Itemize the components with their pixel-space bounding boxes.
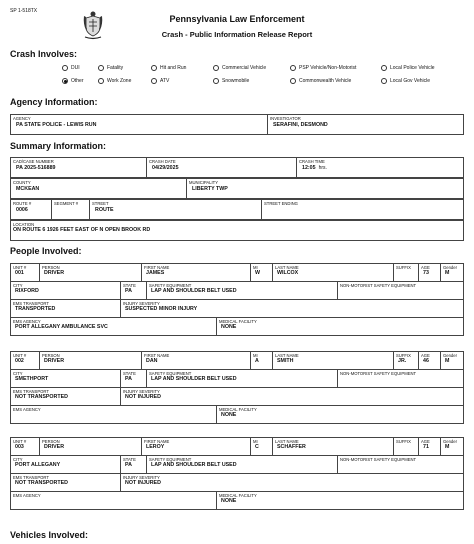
person-2-suffix-field[interactable]	[393, 351, 419, 370]
person-1-last-field[interactable]	[272, 263, 394, 282]
first-value: DAN	[146, 358, 158, 364]
gender-label: Gender	[443, 265, 457, 270]
injury-label: INJURY SEVERITY	[123, 475, 160, 480]
crash-option-label: Local Gov Vehicle	[390, 78, 431, 84]
agency-label: AGENCY	[13, 116, 31, 121]
segment-label: SEGMENT #	[54, 201, 79, 206]
mi-value: A	[255, 358, 259, 364]
people-heading: People Involved:	[10, 246, 82, 256]
radio-button[interactable]	[62, 78, 68, 84]
nonmotorist-label: NON-MOTORIST SAFETY EQUIPMENT	[340, 371, 417, 376]
person-1-state-field[interactable]	[120, 281, 147, 300]
radio-button[interactable]	[62, 65, 68, 71]
municipality-value: LIBERTY TWP	[192, 186, 228, 192]
safety-value: LAP AND SHOULDER BELT USED	[151, 462, 237, 468]
first-label: FIRST NAME	[144, 353, 170, 358]
agency-value: PA STATE POLICE - LEWIS RUN	[16, 122, 97, 128]
agency-field[interactable]	[10, 114, 268, 135]
person-2-first-field[interactable]	[141, 351, 251, 370]
gender-value: M	[445, 270, 450, 276]
person-value: DRIVER	[44, 358, 65, 364]
county-value: MCKEAN	[16, 186, 40, 192]
suffix-label: SUFFIX	[396, 353, 411, 358]
person-1-age-field[interactable]	[418, 263, 441, 282]
person-2-age-field[interactable]	[418, 351, 441, 370]
municipality-label: MUNICIPALITY	[189, 180, 219, 185]
city-label: CITY	[13, 283, 23, 288]
agency-heading: Agency Information:	[10, 97, 98, 107]
investigator-value: SERAFINI, DESMOND	[273, 122, 328, 128]
gender-label: Gender	[443, 353, 457, 358]
crash-option-snowmobile[interactable]	[213, 78, 249, 84]
person-2-city-field[interactable]	[10, 369, 121, 388]
person-2-person-field[interactable]	[39, 351, 142, 370]
radio-button[interactable]	[381, 78, 387, 84]
person-value: DRIVER	[44, 270, 65, 276]
radio-button[interactable]	[98, 65, 104, 71]
safety-value: LAP AND SHOULDER BELT USED	[151, 288, 237, 294]
medical-label: MEDICAL FACILITY	[219, 493, 257, 498]
location-label: LOCATION	[13, 222, 35, 227]
person-1-mi-field[interactable]	[250, 263, 273, 282]
person-3-state-field[interactable]	[120, 455, 147, 474]
person-1-nonmotorist-field[interactable]	[337, 281, 464, 300]
unit-label: UNIT #	[13, 353, 27, 358]
ems-agency-label: EMS AGENCY	[13, 319, 41, 324]
route-label: ROUTE #	[13, 201, 32, 206]
mi-value: C	[255, 444, 259, 450]
radio-button[interactable]	[98, 78, 104, 84]
radio-button[interactable]	[213, 65, 219, 71]
person-label: PERSON	[42, 353, 60, 358]
case-number-field[interactable]	[10, 157, 147, 178]
person-3-gender-field[interactable]	[440, 437, 464, 456]
radio-button[interactable]	[290, 78, 296, 84]
person-1-city-field[interactable]	[10, 281, 121, 300]
crash-date-value: 04/29/2025	[152, 165, 179, 171]
crash-option-label: Hit and Run	[160, 65, 187, 71]
safety-label: SAFETY EQUIPMENT	[149, 283, 192, 288]
medical-label: MEDICAL FACILITY	[219, 319, 257, 324]
person-3-last-field[interactable]	[272, 437, 394, 456]
person-3-injury-field[interactable]	[120, 473, 464, 492]
person-1-safety-field[interactable]	[146, 281, 338, 300]
city-value: PORT ALLEGANY	[15, 462, 61, 468]
crash-option-dui[interactable]	[62, 65, 80, 71]
last-value: SCHAFFER	[277, 444, 306, 450]
mi-value: W	[255, 270, 260, 276]
ems-agency-label: EMS AGENCY	[13, 407, 41, 412]
person-3-ems-agency-field[interactable]	[10, 491, 217, 510]
municipality-field[interactable]	[186, 178, 464, 199]
ems-agency-label: EMS AGENCY	[13, 493, 41, 498]
safety-value: LAP AND SHOULDER BELT USED	[151, 376, 237, 382]
medical-label: MEDICAL FACILITY	[219, 407, 257, 412]
person-3-ems-transport-field[interactable]	[10, 473, 121, 492]
crash-option-label: DUI	[71, 65, 80, 71]
crash-option-label: Commonwealth Vehicle	[299, 78, 352, 84]
state-label: STATE	[123, 283, 136, 288]
ems-transport-label: EMS TRANSPORT	[13, 301, 49, 306]
person-3-unit-field[interactable]	[10, 437, 40, 456]
summary-heading: Summary Information:	[10, 141, 107, 151]
crash-date-field[interactable]	[146, 157, 297, 178]
state-value: PA	[125, 462, 132, 468]
route-value: 0006	[16, 207, 28, 213]
person-2-mi-field[interactable]	[250, 351, 273, 370]
ems-transport-value: NOT TRANSPORTED	[15, 394, 68, 400]
crash-option-atv[interactable]	[151, 78, 169, 84]
gender-value: M	[445, 358, 450, 364]
nonmotorist-label: NON-MOTORIST SAFETY EQUIPMENT	[340, 457, 417, 462]
unit-value: 003	[15, 444, 24, 450]
crash-option-work-zone[interactable]	[98, 78, 131, 84]
last-label: LAST NAME	[275, 353, 299, 358]
gender-label: Gender	[443, 439, 457, 444]
case-number-label: CAD/CASE NUMBER	[13, 159, 54, 164]
age-label: AGE	[421, 439, 430, 444]
person-1-medical-field[interactable]	[216, 317, 464, 336]
age-value: 46	[423, 358, 429, 364]
injury-value: SUSPECTED MINOR INJURY	[125, 306, 198, 312]
unit-label: UNIT #	[13, 439, 27, 444]
state-label: STATE	[123, 457, 136, 462]
city-label: CITY	[13, 457, 23, 462]
crash-option-local-gov-vehicle[interactable]	[381, 78, 430, 84]
crash-option-label: Snowmobile	[222, 78, 250, 84]
age-value: 73	[423, 270, 429, 276]
mi-label: MI	[253, 439, 258, 444]
person-3-safety-field[interactable]	[146, 455, 338, 474]
mi-label: MI	[253, 265, 258, 270]
location-field[interactable]	[10, 220, 464, 241]
medical-value: NONE	[221, 412, 237, 418]
investigator-field[interactable]	[267, 114, 464, 135]
person-2-medical-field[interactable]	[216, 405, 464, 424]
person-2-gender-field[interactable]	[440, 351, 464, 370]
ems-transport-value: TRANSPORTED	[15, 306, 56, 312]
last-label: LAST NAME	[275, 439, 299, 444]
person-3-mi-field[interactable]	[250, 437, 273, 456]
person-3-medical-field[interactable]	[216, 491, 464, 510]
mi-label: MI	[253, 353, 258, 358]
gender-value: M	[445, 444, 450, 450]
form-id: SP 1-518TX	[10, 8, 38, 14]
crash-time-label: CRASH TIME	[299, 159, 325, 164]
crash-option-hit-and-run[interactable]	[151, 65, 186, 71]
city-value: SMETHPORT	[15, 376, 49, 382]
person-1-unit-field[interactable]	[10, 263, 40, 282]
medical-value: NONE	[221, 498, 237, 504]
person-3-person-field[interactable]	[39, 437, 142, 456]
person-2-ems-transport-field[interactable]	[10, 387, 121, 406]
radio-button[interactable]	[381, 65, 387, 71]
crash-option-label: Commercial Vehicle	[222, 65, 267, 71]
person-2-nonmotorist-field[interactable]	[337, 369, 464, 388]
route-field[interactable]	[10, 199, 52, 220]
person-2-last-field[interactable]	[272, 351, 394, 370]
age-value: 71	[423, 444, 429, 450]
person-2-safety-field[interactable]	[146, 369, 338, 388]
person-label: PERSON	[42, 439, 60, 444]
ems-transport-label: EMS TRANSPORT	[13, 389, 49, 394]
county-label: COUNTY	[13, 180, 31, 185]
crash-option-label: Local Police Vehicle	[390, 65, 435, 71]
crash-option-fatality[interactable]	[98, 65, 123, 71]
nonmotorist-label: NON-MOTORIST SAFETY EQUIPMENT	[340, 283, 417, 288]
medical-value: NONE	[221, 324, 237, 330]
first-label: FIRST NAME	[144, 265, 170, 270]
safety-label: SAFETY EQUIPMENT	[149, 457, 192, 462]
radio-button[interactable]	[151, 78, 157, 84]
suffix-value: JR.	[398, 358, 407, 364]
first-value: LEROY	[146, 444, 165, 450]
report-title: Pennsylvania Law Enforcement	[169, 14, 305, 24]
person-3-city-field[interactable]	[10, 455, 121, 474]
unit-value: 002	[15, 358, 24, 364]
radio-button[interactable]	[151, 65, 157, 71]
safety-label: SAFETY EQUIPMENT	[149, 371, 192, 376]
crash-option-psp-vehicle-non-motorist[interactable]	[290, 65, 356, 71]
suffix-label: SUFFIX	[396, 439, 411, 444]
state-value: PA	[125, 376, 132, 382]
injury-value: NOT INJURED	[125, 394, 161, 400]
person-1-person-field[interactable]	[39, 263, 142, 282]
ems-transport-label: EMS TRANSPORT	[13, 475, 49, 480]
person-1-first-field[interactable]	[141, 263, 251, 282]
crash-option-local-police-vehicle[interactable]	[381, 65, 434, 71]
city-value: RIXFORD	[15, 288, 39, 294]
crash-option-label: Fatality	[107, 65, 124, 71]
person-label: PERSON	[42, 265, 60, 270]
crash-option-other[interactable]	[62, 78, 84, 84]
crash-time-value: 12:05	[302, 165, 316, 171]
injury-label: INJURY SEVERITY	[123, 389, 160, 394]
city-label: CITY	[13, 371, 23, 376]
radio-button[interactable]	[213, 78, 219, 84]
person-3-age-field[interactable]	[418, 437, 441, 456]
ems-agency-value: PORT ALLEGANY AMBULANCE SVC	[15, 324, 108, 330]
crash-option-commercial-vehicle[interactable]	[213, 65, 266, 71]
street-value: ROUTE	[95, 207, 114, 213]
person-1-ems-transport-field[interactable]	[10, 299, 121, 318]
person-1-injury-field[interactable]	[120, 299, 464, 318]
last-value: SMITH	[277, 358, 294, 364]
person-1-ems-agency-field[interactable]	[10, 317, 217, 336]
vehicles-heading: Vehicles Involved:	[10, 530, 89, 540]
crash-option-label: Other	[71, 78, 84, 84]
person-2-ems-agency-field[interactable]	[10, 405, 217, 424]
first-value: JAMES	[146, 270, 165, 276]
age-label: AGE	[421, 353, 430, 358]
crash-option-label: ATV	[160, 78, 170, 84]
person-3-suffix-field[interactable]	[393, 437, 419, 456]
last-label: LAST NAME	[275, 265, 299, 270]
person-1-gender-field[interactable]	[440, 263, 464, 282]
state-label: STATE	[123, 371, 136, 376]
person-2-state-field[interactable]	[120, 369, 147, 388]
location-value: ON ROUTE 6 1926 FEET EAST OF N OPEN BROOK RD	[13, 227, 151, 233]
person-2-unit-field[interactable]	[10, 351, 40, 370]
state-value: PA	[125, 288, 132, 294]
injury-label: INJURY SEVERITY	[123, 301, 160, 306]
crash-involves-heading: Crash Involves:	[10, 49, 78, 59]
street-field[interactable]	[89, 199, 262, 220]
first-label: FIRST NAME	[144, 439, 170, 444]
person-1-suffix-field[interactable]	[393, 263, 419, 282]
street-ending-label: STREET ENDING	[264, 201, 298, 206]
crash-time-field[interactable]	[296, 157, 464, 178]
person-2-injury-field[interactable]	[120, 387, 464, 406]
crash-option-label: Work Zone	[107, 78, 132, 84]
person-value: DRIVER	[44, 444, 65, 450]
county-field[interactable]	[10, 178, 187, 199]
report-subtitle: Crash - Public Information Release Report	[161, 30, 313, 39]
crash-option-label: PSP Vehicle/Non-Motorist	[299, 65, 357, 71]
street-label: STREET	[92, 201, 109, 206]
crash-date-label: CRASH DATE	[149, 159, 176, 164]
radio-button[interactable]	[290, 65, 296, 71]
investigator-label: INVESTIGATOR	[270, 116, 301, 121]
crash-time-unit: hrs.	[318, 165, 327, 171]
crash-option-commonwealth-vehicle[interactable]	[290, 78, 351, 84]
person-3-first-field[interactable]	[141, 437, 251, 456]
street-ending-field[interactable]	[261, 199, 464, 220]
segment-field[interactable]	[51, 199, 90, 220]
injury-value: NOT INJURED	[125, 480, 161, 486]
last-value: WILCOX	[277, 270, 299, 276]
person-3-nonmotorist-field[interactable]	[337, 455, 464, 474]
suffix-label: SUFFIX	[396, 265, 411, 270]
ems-transport-value: NOT TRANSPORTED	[15, 480, 68, 486]
case-number-value: PA 2025-516889	[16, 165, 56, 171]
age-label: AGE	[421, 265, 430, 270]
unit-value: 001	[15, 270, 24, 276]
unit-label: UNIT #	[13, 265, 27, 270]
